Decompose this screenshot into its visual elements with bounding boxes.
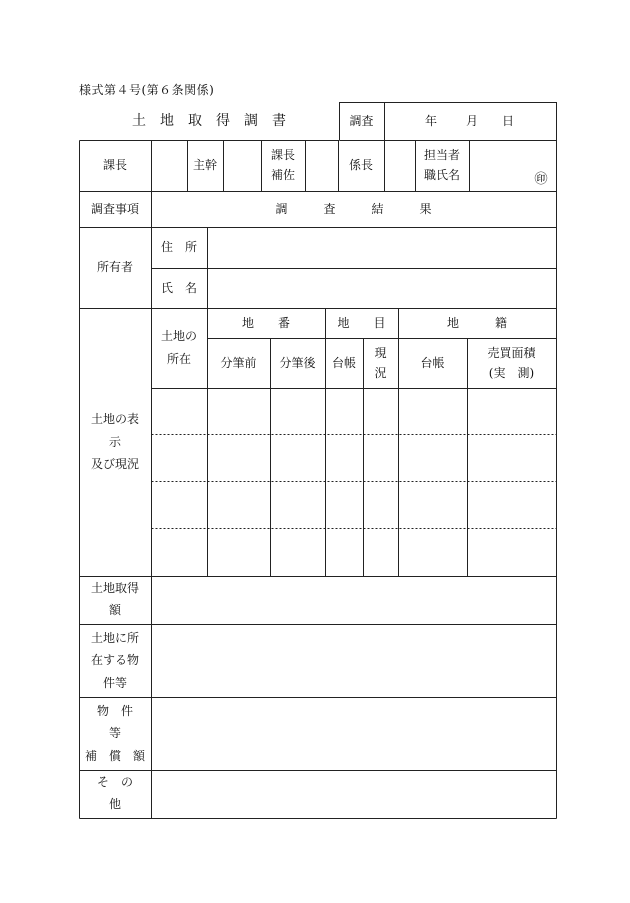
- survey-label: 調査: [349, 113, 374, 128]
- survey-year-label: 年: [424, 113, 437, 128]
- land-category-header: 地 目: [337, 315, 386, 330]
- compensation-label: 物 件 等 補 償 額: [84, 704, 145, 763]
- name-label: 氏 名: [160, 280, 197, 295]
- result-header: 調 査 結 果: [275, 201, 432, 216]
- form-number: 様式第４号(第６条関係): [79, 83, 215, 97]
- lot-after-header: 分筆後: [279, 355, 316, 370]
- seal-mark: ㊞: [534, 171, 548, 187]
- land-acquisition-form: [79, 102, 557, 819]
- subsection-chief-label: 係長: [348, 158, 373, 173]
- area-sale-header: 売買面積 (実 測): [487, 345, 536, 380]
- land-display-label: 土地の表 示 及び現況: [90, 411, 139, 472]
- address-label: 住 所: [160, 240, 197, 255]
- survey-month-label: 月: [465, 113, 478, 128]
- section-chief-label: 課長: [102, 158, 127, 173]
- lot-before-header: 分筆前: [220, 355, 257, 370]
- category-ledger-header: 台帳: [331, 355, 356, 370]
- land-location-label: 土地の 所在: [160, 329, 197, 366]
- category-current-header: 現 況: [374, 345, 387, 380]
- owner-label: 所有者: [96, 260, 133, 275]
- acquisition-amount-label: 土地取得 額: [90, 581, 139, 617]
- lot-number-header: 地 番: [241, 315, 290, 330]
- other-label: そ の 他: [96, 775, 133, 811]
- objects-on-land-label: 土地に所 在する物 件等: [90, 631, 139, 690]
- land-area-header: 地 籍: [446, 315, 507, 330]
- area-ledger-header: 台帳: [420, 355, 445, 370]
- chief-label: 主幹: [192, 158, 217, 173]
- survey-day-label: 日: [501, 113, 514, 128]
- deputy-chief-label: 課長 補佐: [270, 148, 295, 182]
- items-label: 調査事項: [90, 201, 139, 216]
- staff-name-label: 担当者 職氏名: [423, 148, 460, 182]
- form-title: 土 地 取 得 調 書: [132, 112, 286, 129]
